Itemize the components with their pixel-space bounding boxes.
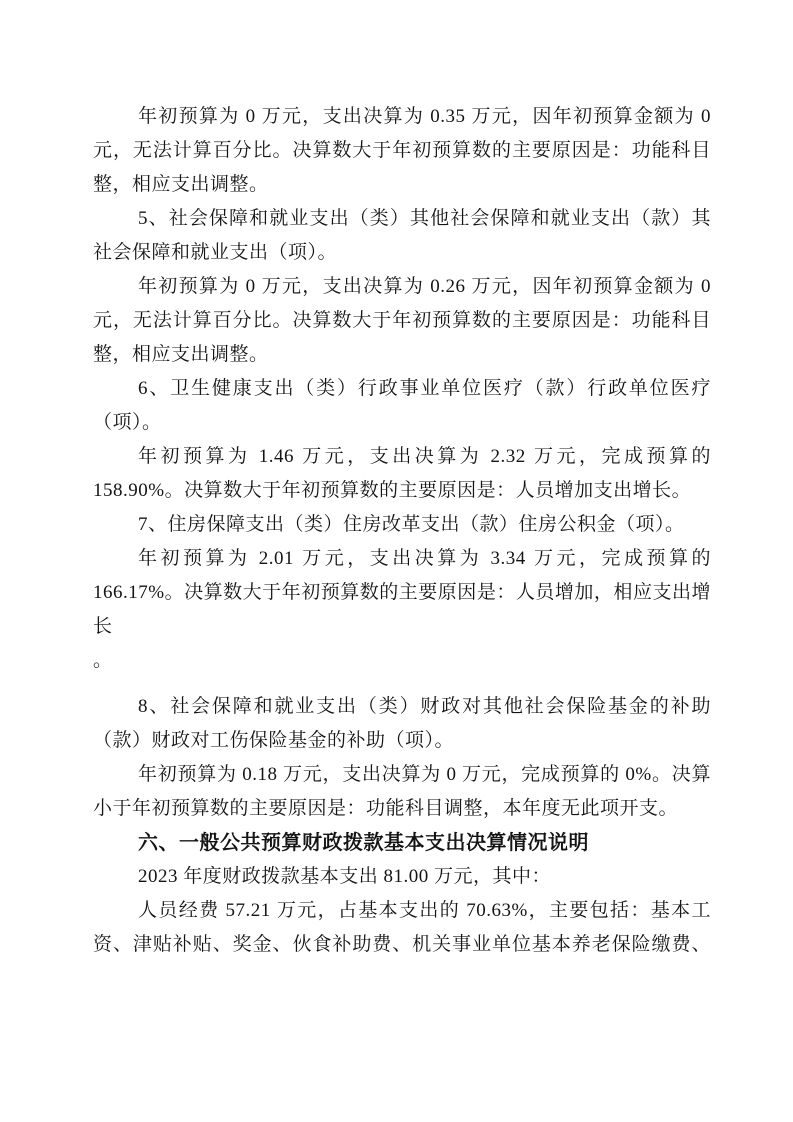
doc-line: 小于年初预算数的主要原因是：功能科目调整，本年度无此项开支。 xyxy=(93,798,679,819)
doc-line-item-7: 7、住房保障支出（类）住房改革支出（款）住房公积金（项）。 xyxy=(138,514,685,535)
doc-line: 年初预算为 0 万元，支出决算为 0.35 万元，因年初预算金额为 0 xyxy=(138,106,711,127)
doc-line: 社会保障和就业支出（项）。 xyxy=(93,242,338,263)
doc-line: 2023 年度财政拨款基本支出 81.00 万元，其中： xyxy=(138,866,552,887)
section-heading: 六、一般公共预算财政拨款基本支出决算情况说明 xyxy=(138,832,589,854)
doc-line: 元，无法计算百分比。决算数大于年初预算数的主要原因是：功能科目 xyxy=(93,140,711,161)
doc-line-item-6: 6、卫生健康支出（类）行政事业单位医疗（款）行政单位医疗 xyxy=(138,378,711,399)
doc-line: 年初预算为 0.18 万元，支出决算为 0 万元，完成预算的 0%。决算 xyxy=(138,764,711,785)
doc-line-item-8: 8、社会保障和就业支出（类）财政对其他社会保险基金的补助 xyxy=(138,696,711,717)
doc-line: 年初预算为 1.46 万元，支出决算为 2.32 万元，完成预算的 xyxy=(138,446,711,467)
doc-line: 。 xyxy=(93,650,113,671)
doc-line: （款）财政对工伤保险基金的补助（项）。 xyxy=(93,730,455,751)
doc-line: （项）。 xyxy=(93,412,162,433)
doc-line: 资、津贴补贴、奖金、伙食补助费、机关事业单位基本养老保险缴费、 xyxy=(93,934,711,955)
doc-line: 158.90%。决算数大于年初预算数的主要原因是：人员增加支出增长。 xyxy=(93,480,692,501)
doc-line-item-5: 5、社会保障和就业支出（类）其他社会保障和就业支出（款）其 xyxy=(138,208,711,229)
doc-line: 元，无法计算百分比。决算数大于年初预算数的主要原因是：功能科目 xyxy=(93,310,711,331)
doc-line: 166.17%。决算数大于年初预算数的主要原因是：人员增加，相应支出增 xyxy=(93,582,711,603)
doc-line: 人员经费 57.21 万元，占基本支出的 70.63%，主要包括：基本工 xyxy=(138,900,711,921)
doc-line: 年初预算为 0 万元，支出决算为 0.26 万元，因年初预算金额为 0 xyxy=(138,276,711,297)
doc-line: 长 xyxy=(93,616,113,637)
doc-line: 整，相应支出调整。 xyxy=(93,174,269,195)
doc-line: 年初预算为 2.01 万元，支出决算为 3.34 万元，完成预算的 xyxy=(138,548,711,569)
doc-line: 整，相应支出调整。 xyxy=(93,344,269,365)
